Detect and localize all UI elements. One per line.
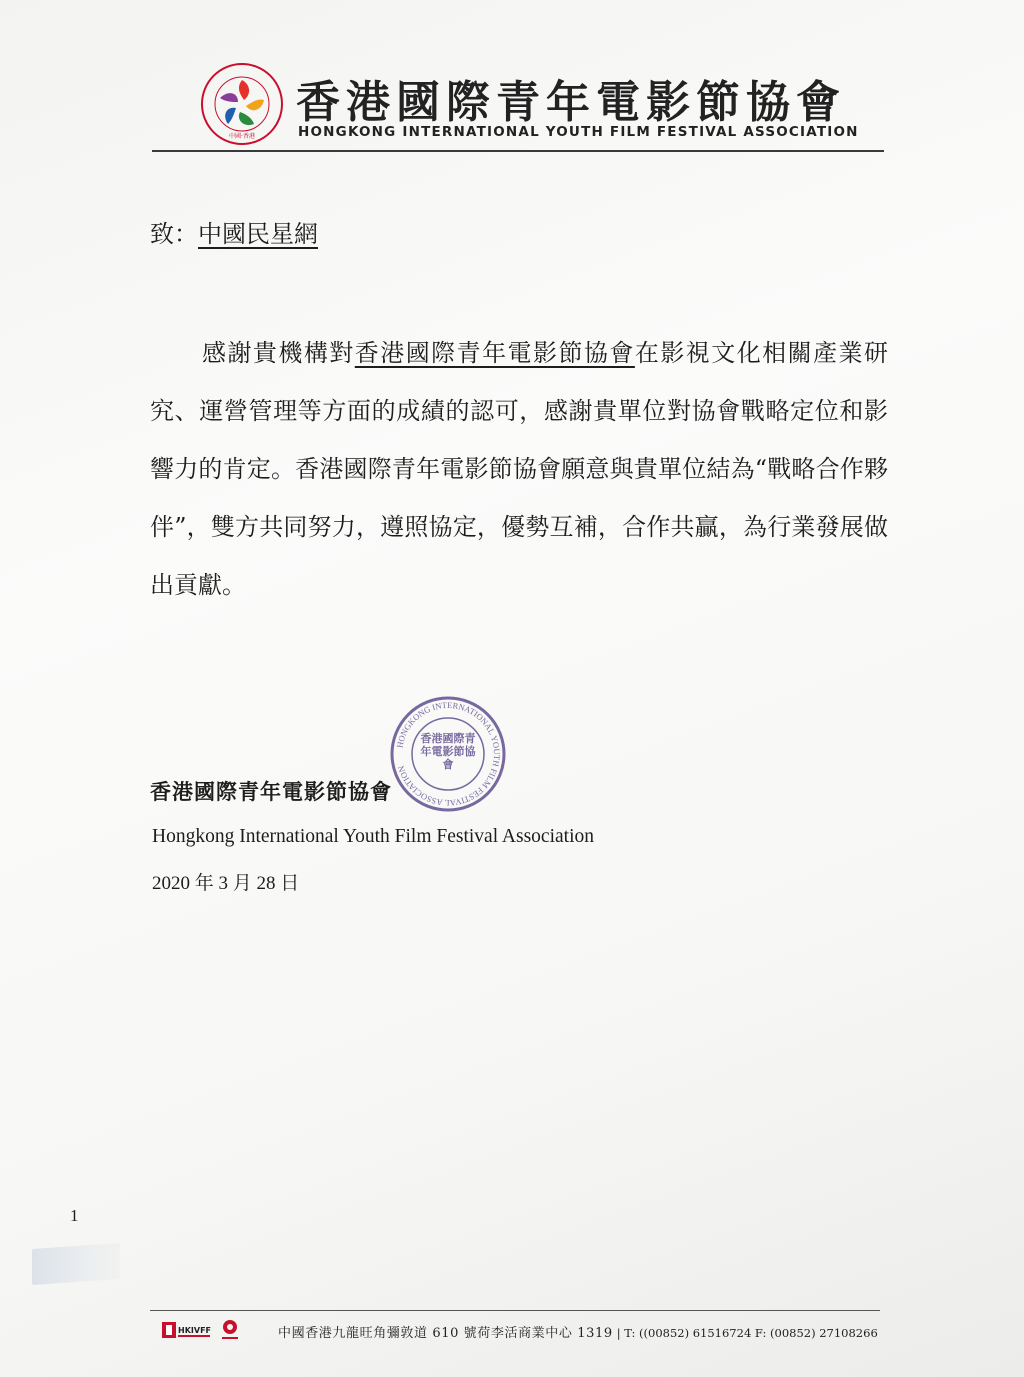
page-number: 1 [70, 1206, 79, 1225]
letter-body [150, 324, 888, 614]
official-seal [388, 694, 508, 814]
recipient-line [150, 214, 318, 249]
org-title-en: HONGKONG INTERNATIONAL YOUTH FILM FESTIVAL ASSOCIATION [298, 124, 859, 140]
hkivff-logo [162, 1319, 212, 1341]
signature-org-en: Hongkong International Youth Film Festival Association [152, 826, 594, 847]
logo-bottom-text: 中國·香港 [229, 133, 255, 140]
hkivff-logo-text: HKIVFF [178, 1326, 211, 1335]
header-divider [152, 150, 884, 152]
body-org-name: 香港國際青年電影節協會 [354, 339, 635, 367]
salutation-prefix: 致： [150, 220, 198, 248]
association-logo [200, 62, 284, 146]
body-rest: 在影視文化相關產業研究、運營管理等方面的成績的認可，感謝貴單位對協會戰略定位和影響力的肯定。香港國際青年電影節協會願意與貴單位結為“戰略合作夥伴”，雙方共同努力，遵照協定，優勢互補，合作共贏，為行業發展做出貢獻。 [150, 339, 889, 599]
body-lead: 感謝貴機構對 [202, 339, 355, 367]
signature-org-cn: 香港國際青年電影節協會 [150, 780, 392, 804]
seal-ring-text: HONGKONG INTERNATIONAL YOUTH FILM FESTIVAL ASSOCIATION [394, 699, 503, 809]
footer-contact [278, 1322, 878, 1341]
org-title-cn: 香港國際青年電影節協會 [296, 77, 846, 128]
footer-phone-fax: | T: ((00852) 61516724 F: (00852) 27108266 [616, 1326, 878, 1340]
partner-logo [216, 1318, 244, 1342]
recipient-name: 中國民星網 [198, 220, 318, 248]
signature-date: 2020 年 3 月 28 日 [152, 873, 300, 894]
footer-address: 中國香港九龍旺角彌敦道 610 號荷李活商業中心 1319 [278, 1326, 613, 1341]
paper-smudge [32, 1243, 120, 1285]
seal-center-text: 香港國際青年電影節協會 [420, 732, 476, 771]
footer-divider [150, 1310, 880, 1311]
